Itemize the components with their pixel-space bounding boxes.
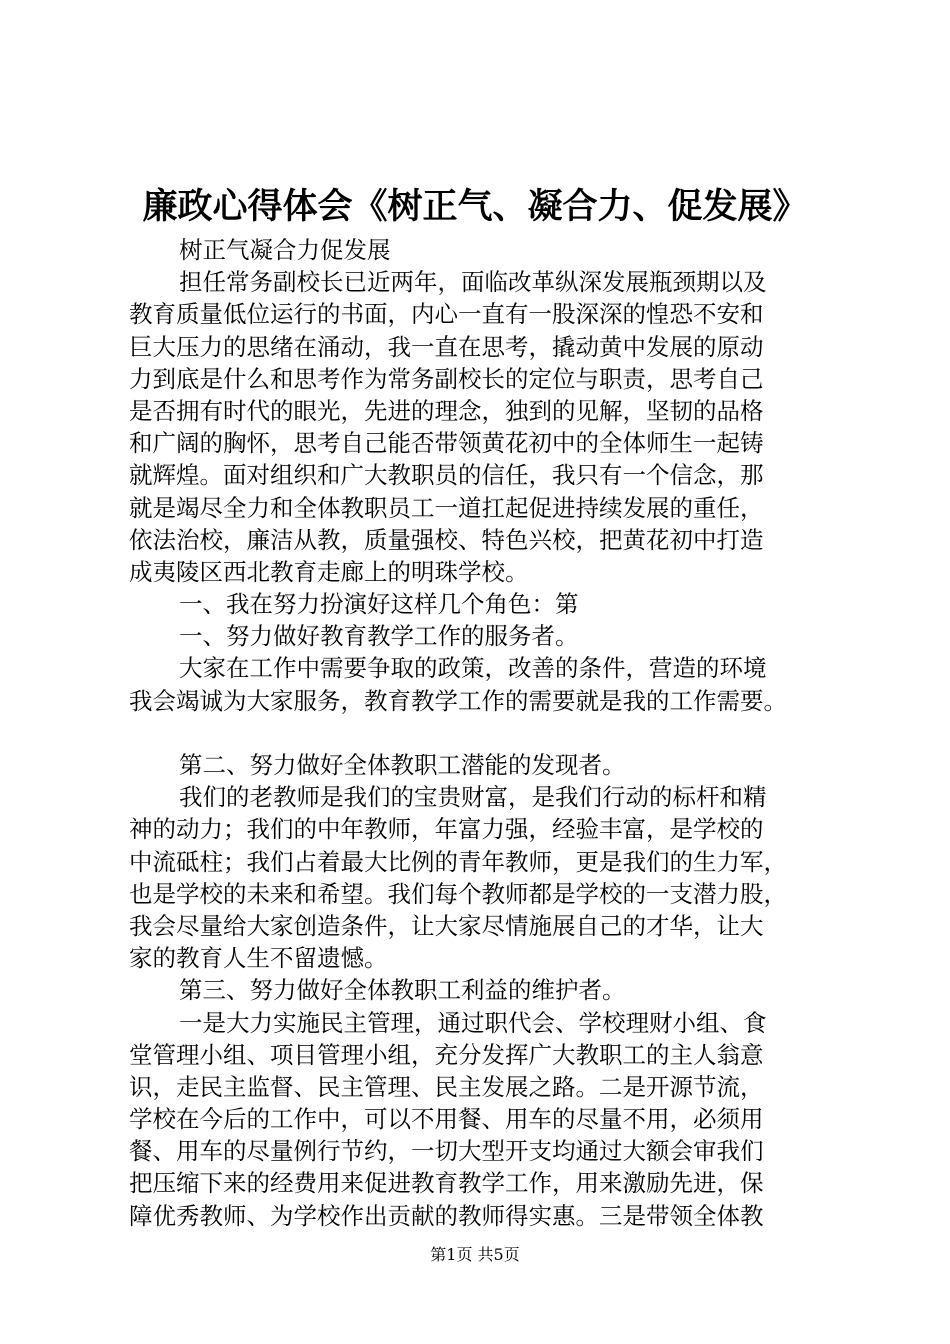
blank-line <box>129 717 841 749</box>
paragraph-line: 巨大压力的思绪在涌动，我一直在思考，撬动黄中发展的原动 <box>129 332 764 361</box>
paragraph-line: 一、努力做好教育教学工作的服务者。 <box>179 622 579 651</box>
paragraph-line: 我们的老教师是我们的宝贵财富，是我们行动的标杆和精 <box>179 783 767 812</box>
paragraph-line: 一是大力实施民主管理，通过职代会、学校理财小组、食 <box>179 1008 767 1037</box>
paragraph-line: 和广阔的胸怀，思考自己能否带领黄花初中的全体师生一起铸 <box>129 429 764 458</box>
paragraph-line: 识，走民主监督、民主管理、民主发展之路。二是开源节流， <box>129 1072 764 1101</box>
paragraph-line: 家的教育人生不留遗憾。 <box>129 944 388 973</box>
paragraph-line: 堂管理小组、项目管理小组，充分发挥广大教职工的主人翁意 <box>129 1040 764 1069</box>
paragraph-line: 力到底是什么和思考作为常务副校长的定位与职责，思考自己 <box>129 364 764 393</box>
paragraph-line: 就是竭尽全力和全体教职员工一道扛起促进持续发展的重任， <box>129 493 764 522</box>
paragraph-line: 我会尽量给大家创造条件，让大家尽情施展自己的才华，让大 <box>129 911 764 940</box>
paragraph-line: 把压缩下来的经费用来促进教育教学工作，用来激励先进，保 <box>129 1169 764 1198</box>
paragraph-line: 障优秀教师、为学校作出贡献的教师得实惠。三是带领全体教 <box>129 1201 764 1230</box>
paragraph-line: 树正气凝合力促发展 <box>179 236 391 264</box>
paragraph-line: 大家在工作中需要争取的政策，改善的条件，营造的环境 <box>179 654 767 683</box>
paragraph-line: 就辉煌。面对组织和广大教职员的信任，我只有一个信念，那 <box>129 461 764 490</box>
document-title: 廉政心得体会《树正气、凝合力、促发展》 <box>142 186 808 227</box>
paragraph-line: 一、我在努力扮演好这样几个角色：第 <box>179 590 579 619</box>
paragraph-line: 餐、用车的尽量例行节约，一切大型开支均通过大额会审我们 <box>129 1137 764 1166</box>
paragraph-line: 教育质量低位运行的书面，内心一直有一股深深的惶恐不安和 <box>129 300 764 329</box>
paragraph-line: 是否拥有时代的眼光，先进的理念，独到的见解，坚韧的品格 <box>129 396 764 425</box>
paragraph-line: 神的动力；我们的中年教师，年富力强，经验丰富，是学校的 <box>129 815 764 844</box>
paragraph-line: 也是学校的未来和希望。我们每个教师都是学校的一支潜力股， <box>129 879 787 908</box>
document-body <box>129 234 841 1232</box>
page-footer: 第1页 共5页 <box>430 1245 520 1264</box>
paragraph-line: 第三、努力做好全体教职工利益的维护者。 <box>179 976 626 1005</box>
paragraph-line: 学校在今后的工作中，可以不用餐、用车的尽量不用，必须用 <box>129 1105 764 1134</box>
paragraph-line: 我会竭诚为大家服务，教育教学工作的需要就是我的工作需要。 <box>129 686 787 715</box>
paragraph-line: 依法治校，廉洁从教，质量强校、特色兴校，把黄花初中打造 <box>129 525 764 554</box>
paragraph-line: 第二、努力做好全体教职工潜能的发现者。 <box>179 751 626 779</box>
paragraph-line: 成夷陵区西北教育走廊上的明珠学校。 <box>129 557 529 586</box>
paragraph-line: 中流砥柱；我们占着最大比例的青年教师，更是我们的生力军， <box>129 847 787 876</box>
paragraph-line: 担任常务副校长已近两年，面临改革纵深发展瓶颈期以及 <box>179 268 767 297</box>
